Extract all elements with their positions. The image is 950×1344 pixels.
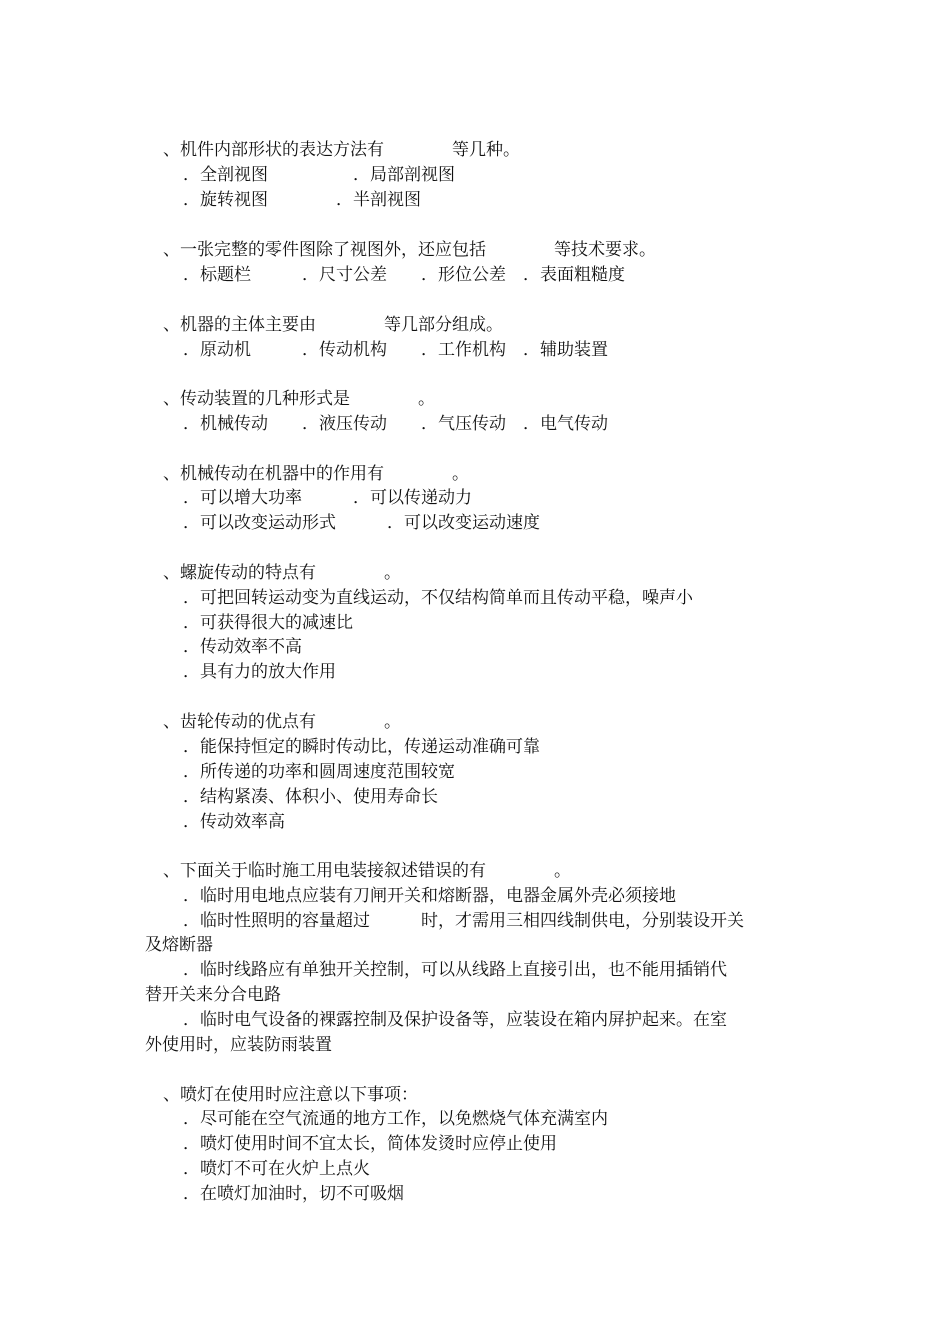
question-9-stem: 、喷灯在使用时应注意以下事项： <box>163 1085 418 1105</box>
question-8-option-line-4: ．临时线路应有单独开关控制，可以从线路上直接引出，也不能用插销代 <box>183 960 727 980</box>
question-9-option-line-1: ．尽可能在空气流通的地方工作，以免燃烧气体充满室内 <box>183 1109 608 1129</box>
question-1-stem: 、机件内部形状的表达方法有 等几种。 <box>163 140 520 160</box>
question-4-stem: 、传动装置的几种形式是 。 <box>163 389 435 409</box>
question-7-stem: 、齿轮传动的优点有 。 <box>163 712 401 732</box>
question-6-option-line-4: ．具有力的放大作用 <box>183 662 336 682</box>
question-2-option-line-1: ．标题栏 ．尺寸公差 ．形位公差 ．表面粗糙度 <box>183 265 625 285</box>
question-7-option-line-3: ．结构紧凑、体积小、使用寿命长 <box>183 787 438 807</box>
question-5-stem: 、机械传动在机器中的作用有 。 <box>163 464 469 484</box>
question-8-option-line-7: 外使用时，应装防雨装置 <box>145 1035 332 1055</box>
question-6-option-line-3: ．传动效率不高 <box>183 637 302 657</box>
question-7-option-line-4: ．传动效率高 <box>183 812 285 832</box>
question-4-option-line-1: ．机械传动 ．液压传动 ．气压传动 ．电气传动 <box>183 414 608 434</box>
question-2-stem: 、一张完整的零件图除了视图外，还应包括 等技术要求。 <box>163 240 656 260</box>
question-7-option-line-1: ．能保持恒定的瞬时传动比，传递运动准确可靠 <box>183 737 540 757</box>
question-7-option-line-2: ．所传递的功率和圆周速度范围较宽 <box>183 762 455 782</box>
question-6-stem: 、螺旋传动的特点有 。 <box>163 563 401 583</box>
question-8-option-line-1: ．临时用电地点应装有刀闸开关和熔断器，电器金属外壳必须接地 <box>183 886 676 906</box>
question-5-option-line-1: ．可以增大功率 ．可以传递动力 <box>183 488 472 508</box>
question-8-option-line-3: 及熔断器 <box>145 935 213 955</box>
question-8-stem: 、下面关于临时施工用电装接叙述错误的有 。 <box>163 861 571 881</box>
question-9-option-line-4: ．在喷灯加油时，切不可吸烟 <box>183 1184 404 1204</box>
question-5-option-line-2: ．可以改变运动形式 ．可以改变运动速度 <box>183 513 540 533</box>
question-6-option-line-2: ．可获得很大的减速比 <box>183 613 353 633</box>
question-8-option-line-6: ．临时电气设备的裸露控制及保护设备等，应装设在箱内屏护起来。在室 <box>183 1010 727 1030</box>
question-8-option-line-5: 替开关来分合电路 <box>145 985 281 1005</box>
question-6-option-line-1: ．可把回转运动变为直线运动，不仅结构简单而且传动平稳，噪声小 <box>183 588 693 608</box>
question-1-option-line-2: ．旋转视图 ．半剖视图 <box>183 190 421 210</box>
question-9-option-line-3: ．喷灯不可在火炉上点火 <box>183 1159 370 1179</box>
question-3-stem: 、机器的主体主要由 等几部分组成。 <box>163 315 503 335</box>
question-1-option-line-1: ．全剖视图 ．局部剖视图 <box>183 165 455 185</box>
question-3-option-line-1: ．原动机 ．传动机构 ．工作机构 ．辅助装置 <box>183 340 608 360</box>
question-8-option-line-2: ．临时性照明的容量超过 时，才需用三相四线制供电，分别装设开关 <box>183 911 744 931</box>
question-9-option-line-2: ．喷灯使用时间不宜太长，简体发烫时应停止使用 <box>183 1134 557 1154</box>
